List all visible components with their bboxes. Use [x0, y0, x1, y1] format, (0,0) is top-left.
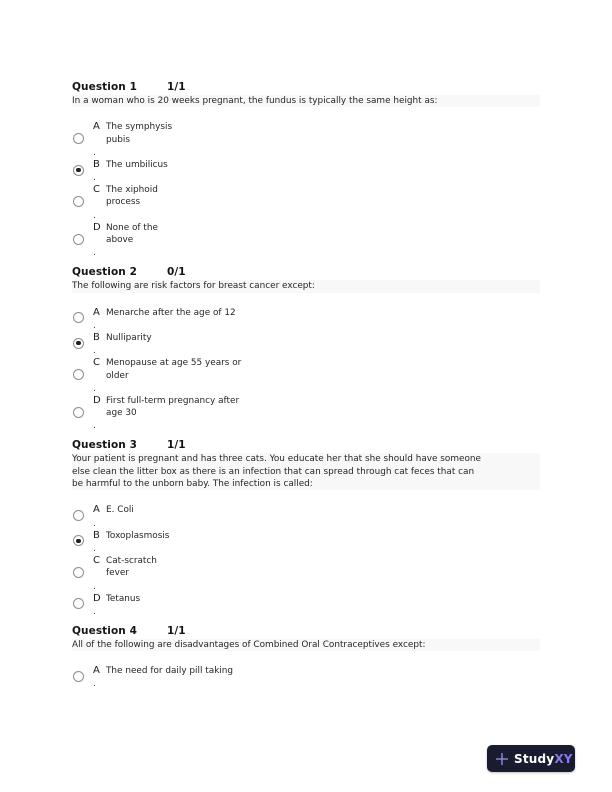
- option-text: [106, 159, 168, 181]
- option-letter-column: [93, 504, 106, 529]
- option-text: [106, 555, 157, 590]
- option-text-line: Cat-scratch: [106, 555, 157, 566]
- logo-wordmark: [514, 752, 573, 766]
- logo-brand-text: Study: [514, 751, 555, 766]
- option-letter-column: [93, 357, 106, 392]
- radio-button[interactable]: [73, 312, 84, 323]
- option-text-line: The symphysis: [106, 122, 173, 133]
- option-letter: D: [93, 592, 101, 604]
- option-period: .: [93, 147, 96, 158]
- radio-column: [72, 332, 93, 354]
- options-list: [72, 307, 540, 430]
- question-text: [72, 95, 540, 107]
- option-letter-column: [93, 555, 106, 590]
- question-score: 0/1: [167, 266, 186, 279]
- logo-brand-accent-text: XY: [554, 751, 573, 766]
- radio-column: [72, 530, 93, 552]
- option-period: .: [93, 210, 96, 221]
- question-block: [72, 439, 540, 617]
- radio-button-selected[interactable]: [73, 535, 84, 546]
- option-text: [106, 395, 239, 430]
- option-text-line: E. Coli: [106, 505, 134, 516]
- option-text-line: process: [106, 197, 141, 208]
- option-text-line: The need for daily pill taking: [106, 666, 234, 677]
- option-text-line: None of the: [106, 222, 158, 233]
- option-text: [106, 332, 152, 354]
- plus-icon: [495, 752, 509, 766]
- option-row: [72, 222, 540, 257]
- radio-button[interactable]: [73, 407, 84, 418]
- option-text-line: The xiphoid: [106, 185, 158, 196]
- option-period: .: [93, 679, 96, 690]
- question-score: 1/1: [167, 439, 186, 452]
- radio-column: [72, 222, 93, 257]
- radio-column: [72, 504, 93, 526]
- option-letter-column: [93, 530, 106, 552]
- option-text-line: Menarche after the age of 12: [106, 307, 236, 318]
- option-period: .: [93, 320, 96, 331]
- option-letter: A: [93, 306, 100, 318]
- radio-button-selected[interactable]: [73, 338, 84, 349]
- question-text: [72, 639, 540, 651]
- question-title: Question 3: [72, 439, 138, 452]
- option-letter: C: [93, 554, 100, 566]
- option-letter-column: [93, 184, 106, 219]
- options-list: [72, 504, 540, 617]
- question-text-line: be harmful to the unborn baby. The infection is called:: [72, 479, 313, 490]
- option-text-line: The umbilicus: [106, 159, 168, 170]
- option-letter: C: [93, 184, 100, 196]
- option-period: .: [93, 383, 96, 394]
- option-text: [106, 504, 134, 526]
- radio-column: [72, 121, 93, 156]
- option-text-line: fever: [106, 568, 129, 579]
- radio-button[interactable]: [73, 567, 84, 578]
- question-score: 1/1: [167, 81, 186, 93]
- option-text-line: Menopause at age 55 years or: [106, 358, 242, 369]
- option-letter: B: [93, 158, 100, 170]
- options-list: [72, 121, 540, 259]
- option-row: [72, 307, 540, 329]
- radio-column: [72, 159, 93, 181]
- radio-column: [72, 184, 93, 219]
- option-period: .: [93, 581, 96, 592]
- question-text: [72, 453, 540, 490]
- option-letter-column: [93, 395, 106, 430]
- question-text-line: else clean the litter box as there is an infection that can spread through cat feces that can: [72, 466, 475, 477]
- option-text-line: older: [106, 370, 129, 381]
- option-text-line: above: [106, 235, 134, 246]
- option-letter-column: [93, 222, 106, 257]
- option-letter-column: [93, 158, 106, 184]
- option-letter-column: [93, 121, 106, 156]
- question-text: [72, 280, 540, 292]
- option-letter-column: [93, 307, 106, 329]
- option-text: [106, 665, 233, 687]
- question-block: [72, 266, 540, 432]
- radio-button[interactable]: [73, 510, 84, 521]
- option-letter: A: [93, 121, 100, 133]
- radio-button-selected[interactable]: [73, 165, 84, 176]
- radio-button[interactable]: [73, 598, 84, 609]
- question-block: [72, 625, 540, 688]
- option-text: [106, 530, 169, 552]
- option-row: [72, 331, 540, 357]
- option-text: [106, 357, 241, 392]
- radio-column: [72, 555, 93, 590]
- radio-button[interactable]: [73, 234, 84, 245]
- option-text-line: age 30: [106, 408, 137, 419]
- question-title: Question 4: [72, 624, 138, 637]
- option-row: [72, 357, 540, 392]
- question-block: [72, 81, 540, 259]
- questions-container: [72, 81, 540, 697]
- option-letter-column: [93, 593, 106, 615]
- radio-column: [72, 593, 93, 615]
- option-period: .: [93, 173, 96, 184]
- question-title-row: [72, 81, 540, 93]
- radio-column: [72, 395, 93, 430]
- option-row: [72, 530, 540, 552]
- question-title: Question 1: [72, 81, 138, 93]
- option-row: [72, 395, 540, 430]
- question-title-row: [72, 266, 540, 278]
- option-row: [72, 593, 540, 615]
- radio-button[interactable]: [73, 369, 84, 380]
- radio-button[interactable]: [73, 133, 84, 144]
- option-row: [72, 158, 540, 184]
- question-title: Question 2: [72, 266, 138, 279]
- option-text: [106, 593, 140, 615]
- option-text-line: Nulliparity: [106, 332, 152, 343]
- options-list: [72, 665, 540, 690]
- question-title-row: [72, 439, 540, 451]
- question-title-row: [72, 625, 540, 637]
- option-period: .: [93, 248, 96, 259]
- question-score: 1/1: [167, 624, 186, 637]
- option-row: [72, 121, 540, 156]
- question-text-line: The following are risk factors for breast cancer except:: [72, 281, 315, 292]
- option-text-line: pubis: [106, 134, 130, 145]
- option-period: .: [93, 543, 96, 554]
- option-row: [72, 184, 540, 219]
- option-letter: D: [93, 394, 101, 406]
- radio-column: [72, 357, 93, 392]
- option-period: .: [93, 518, 96, 529]
- option-text: [106, 222, 158, 257]
- option-letter: B: [93, 331, 100, 343]
- option-letter: B: [93, 529, 100, 541]
- option-letter: A: [93, 504, 100, 516]
- option-letter: D: [93, 221, 101, 233]
- option-period: .: [93, 421, 96, 432]
- radio-button[interactable]: [73, 196, 84, 207]
- question-text-line: All of the following are disadvantages of Combined Oral Contraceptives except:: [72, 639, 426, 650]
- option-period: .: [93, 346, 96, 357]
- option-text-line: Tetanus: [106, 593, 141, 604]
- option-text: [106, 307, 236, 329]
- question-text-line: In a woman who is 20 weeks pregnant, the fundus is typically the same height as:: [72, 96, 438, 106]
- option-text-line: First full-term pregnancy after: [106, 395, 240, 406]
- option-letter: C: [93, 357, 100, 369]
- option-text: [106, 121, 172, 156]
- radio-column: [72, 307, 93, 329]
- option-text-line: Toxoplasmosis: [106, 530, 170, 541]
- option-row: [72, 504, 540, 529]
- option-letter-column: [93, 665, 106, 690]
- question-text-line: Your patient is pregnant and has three cats. You educate her that she should have someone: [72, 454, 481, 465]
- radio-button[interactable]: [73, 671, 84, 682]
- radio-column: [72, 665, 93, 687]
- option-letter: A: [93, 665, 100, 677]
- option-row: [72, 555, 540, 590]
- option-period: .: [93, 606, 96, 617]
- option-row: [72, 665, 540, 690]
- option-text: [106, 184, 158, 219]
- option-letter-column: [93, 331, 106, 357]
- studyxy-logo[interactable]: [487, 745, 575, 772]
